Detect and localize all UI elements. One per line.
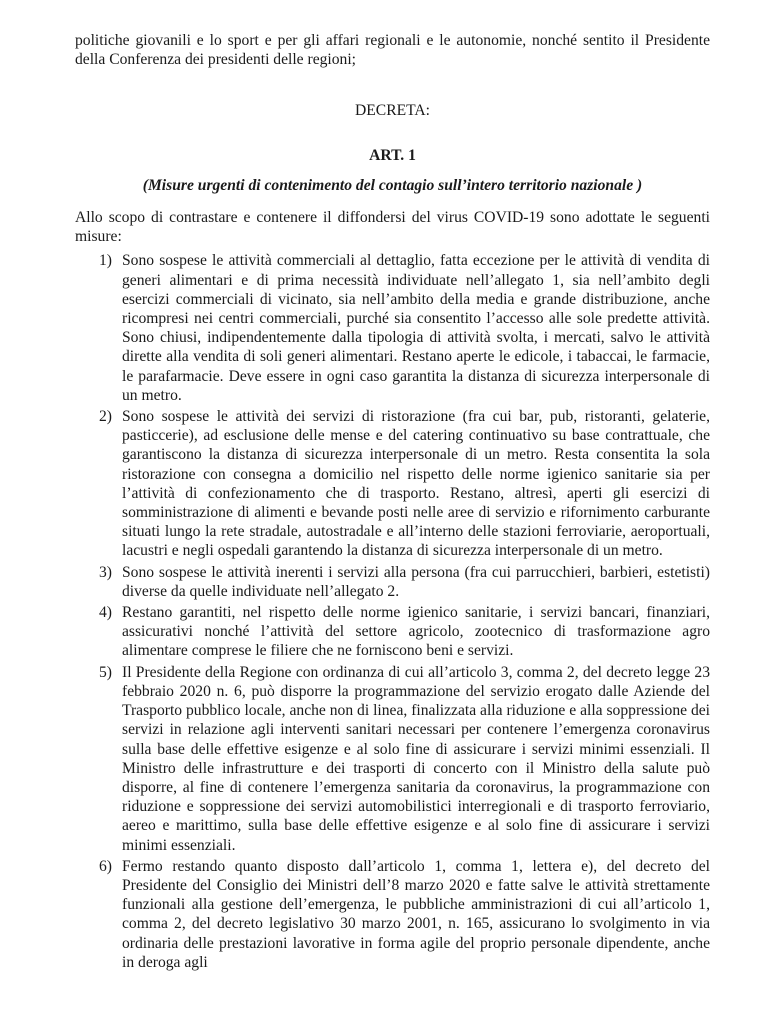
- measure-text: Restano garantiti, nel rispetto delle norme igienico sanitarie, i servizi bancari, finanziari, assicurativi nonché l’attività del settore agricolo, zootecnico di trasformazione agro alimentare comprese le filiere che ne forniscono beni e servizi.: [122, 604, 710, 660]
- measure-text: Sono sospese le attività inerenti i servizi alla persona (fra cui parrucchieri, barbieri, estetisti) diverse da quelle individuate nell’allegato 2.: [122, 563, 710, 600]
- decreta-heading: DECRETA:: [355, 102, 430, 120]
- measure-number: 6): [99, 857, 112, 875]
- measure-item: [75, 251, 710, 405]
- measure-item: [75, 663, 710, 855]
- article-subtitle: (Misure urgenti di contenimento del contagio sull’intero territorio nazionale ): [142, 176, 643, 194]
- measure-number: 4): [99, 604, 112, 622]
- measure-text: Fermo restando quanto disposto dall’articolo 1, comma 1, lettera e), del decreto del Presidente del Consiglio dei Ministri dell’8 marzo 2020 e fatte salve le attività strettamente funzionali alla gestione dell’emergenza, le pubbliche amministrazioni di cui all’articolo 1, comma 2, del decreto legislativo 30 marzo 2001, n. 165, assicurano lo svolgimento in via ordinaria delle prestazioni lavorative in forma agile del proprio personale dipendente, anche in deroga agli: [122, 857, 710, 971]
- measure-number: 2): [99, 408, 112, 426]
- measure-text: Il Presidente della Regione con ordinanza di cui all’articolo 3, comma 2, del decreto legge 23 febbraio 2020 n. 6, può disporre la programmazione del servizio erogato dalle Aziende del Trasporto pubblico locale, anche non di linea, finalizzata alla riduzione e alla soppressione dei servizi in relazione agli interventi sanitari necessari per contenere l’emergenza coronavirus sulla base delle effettive esigenze e al solo fine di assicurare i servizi minimi essenziali. Il Ministro delle infrastrutture e dei trasporti di concerto con il Ministro della salute può disporre, al fine di contenere l’emergenza sanitaria da coronavirus, la programmazione con riduzione e soppressione dei servizi automobilistici interregionali e di trasporto ferroviario, aereo e marittimo, sulla base delle effettive esigenze e al solo fine di assicurare i servizi minimi essenziali.: [122, 663, 710, 854]
- article-title: ART. 1: [369, 146, 416, 164]
- measure-item: [75, 603, 710, 661]
- measure-text: Sono sospese le attività commerciali al dettaglio, fatta eccezione per le attività di vendita di generi alimentari e di prima necessità individuate nell’allegato 1, sia nell’ambito degli esercizi commerciali di vicinato, sia nell’ambito della media e grande distribuzione, anche ricompresi nei centri commerciali, purché sia consentito l’accesso alle sole predette attività. Sono chiusi, indipendentemente dalla tipologia di attività svolta, i mercati, salvo le attività dirette alla vendita di soli generi alimentari. Restano aperte le edicole, i tabaccai, le farmacie, le parafarmacie. Deve essere in ogni caso garantita la distanza di sicurezza interpersonale di un metro.: [122, 252, 710, 404]
- measure-item: [75, 857, 710, 972]
- measure-text: Sono sospese le attività dei servizi di ristorazione (fra cui bar, pub, ristoranti, gelaterie, pasticcerie), ad esclusione delle mense e del catering continuativo su base contrattuale, che garantiscono la distanza di sicurezza interpersonale di un metro. Resta consentita la sola ristorazione con consegna a domicilio nel rispetto delle norme igienico sanitarie sia per l’attività di confezionamento che di trasporto. Restano, altresì, aperti gli esercizi di somministrazione di alimenti e bevande posti nelle aree di servizio e rifornimento carburante situati lungo la rete stradale, autostradale e all’interno delle stazioni ferroviarie, aeroportuali, lacustri e negli ospedali garantendo la distanza di sicurezza interpersonale di un metro.: [122, 408, 710, 560]
- measures-list: [75, 251, 710, 972]
- document-page: [75, 31, 710, 974]
- measure-item: [75, 563, 710, 601]
- measure-number: 5): [99, 663, 112, 681]
- measure-number: 3): [99, 563, 112, 581]
- measure-item: [75, 407, 710, 561]
- article-intro: Allo scopo di contrastare e contenere il diffondersi del virus COVID-19 sono adottate le seguenti misure:: [75, 209, 710, 246]
- preamble-paragraph: politiche giovanili e lo sport e per gli affari regionali e le autonomie, nonché sentito il Presidente della Conferenza dei presidenti delle regioni;: [75, 32, 710, 69]
- measure-number: 1): [99, 252, 112, 270]
